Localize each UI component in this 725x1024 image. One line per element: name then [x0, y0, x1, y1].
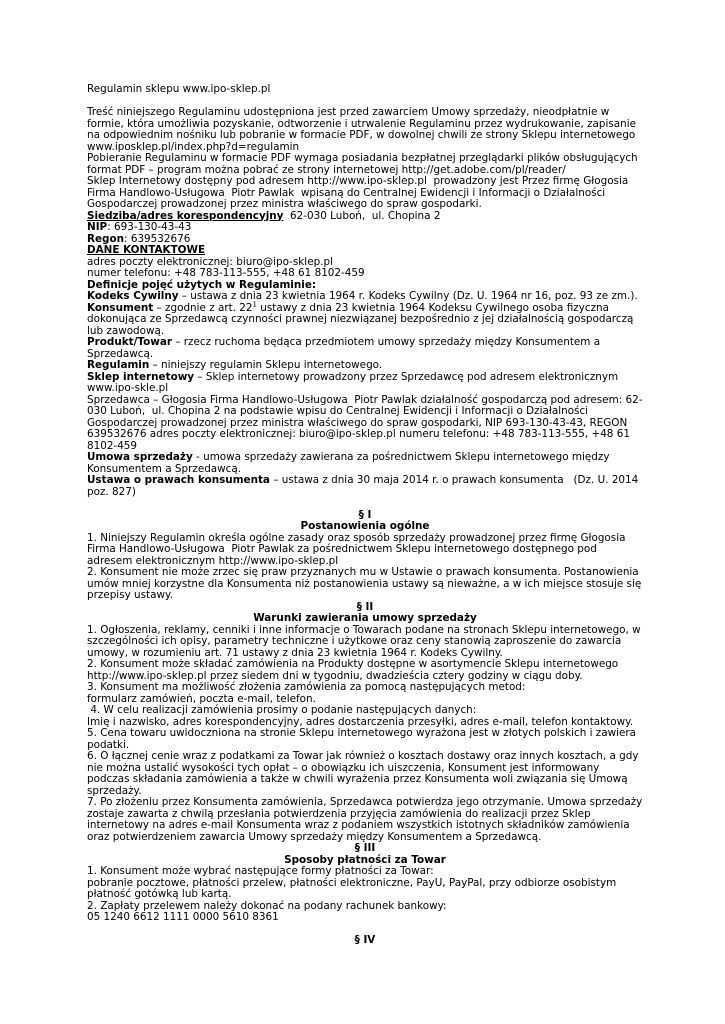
- section-paragraph: 6. O łącznej cenie wraz z podatkami za Towar jak również o kosztach dostawy oraz innych kosztach, a gdy nie można ustalić wysokości tych opłat – o obowiązku ich uiszczenia, Konsument jest informowany podczas składania zamówienia a także w chwili wyrażenia przez Konsumenta woli związania się Umową sprzedaży.: [87, 750, 642, 797]
- section-paragraph: 05 1240 6612 1111 0000 5610 8361: [87, 911, 279, 923]
- section-heading: Warunki zawierania umowy sprzedaży: [253, 612, 477, 624]
- section-mark: § IV: [354, 934, 376, 946]
- regulamin-document: [87, 83, 646, 947]
- definition-konsument: Konsument – zgodnie z art. $22^1$ ustawy z dnia 23 kwietnia 1964 Kodeksu Cywilnego osoba fizyczna dokonująca ze Sprzedawcą czynności prawnej niezwiązanej bezpośrednio z jej działalnością gospodarczą lub zawodową.: [87, 300, 637, 337]
- definition-sprzedawca: Sprzedawca – Głogosia Firma Handlowo-Usługowa Piotr Pawlak działalność gospodarczą pod adresem: 62-030 Luboń, ul. Chopina 2 na podstawie wpisu do Centralnej Ewidencji i Informacji o Działalności Gospodarczej prowadzonej przez ministra właściwego do spraw gospodarki, NIP 693-130-43-43, REGON 639532676 adres poczty elektronicznej: biuro@ipo-sklep.pl numeru telefonu: +48 783-113-555, +48 61 8102-459: [87, 393, 643, 452]
- section-paragraph: 2. Konsument może składać zamówienia na Produkty dostępne w asortymencie Sklepu internetowego http://www.ipo-sklep.pl przez siedem dni w tygodniu, dwadzieścia cztery godziny w ciągu doby.: [87, 658, 622, 682]
- section-paragraph: 2. Konsument nie może zrzec się praw przyznanych mu w Ustawie o prawach konsumenta. Postanowienia umów mniej korzystne dla Konsumenta niż postanowienia ustawy są nieważne, a w ich miejsce stosuje się przepisy ustawy.: [87, 566, 645, 601]
- document-title: Regulamin sklepu www.ipo-sklep.pl: [87, 83, 271, 95]
- contact-heading: DANE KONTAKTOWE: [87, 244, 206, 256]
- section-heading: Postanowienia ogólne: [300, 520, 430, 532]
- section-paragraph: 2. Zapłaty przelewem należy dokonać na podany rachunek bankowy:: [87, 899, 447, 912]
- section-mark: § II: [356, 600, 374, 613]
- section-paragraph: 5. Cena towaru uwidoczniona na stronie Sklepu internetowego wyrażona jest w złotych polskich i zawiera podatki.: [87, 727, 640, 751]
- email-line: adres poczty elektronicznej: biuro@ipo-sklep.pl: [87, 255, 333, 268]
- section-mark: § III: [354, 842, 376, 854]
- definitions-heading: Definicje pojęć użytych w Regulaminie:: [87, 278, 317, 291]
- intro-paragraph: Sklep Internetowy dostępny pod adresem http://www.ipo-sklep.pl prowadzony jest Przez firmę Głogosia Firma Handlowo-Usługowa Piotr Pawlak wpisaną do Centralnej Ewidencji i Informacji o Działalności Gospodarczej prowadzonej przez ministra właściwego do spraw gospodarki.: [87, 175, 632, 210]
- definition-umowa: Umowa sprzedaży - umowa sprzedaży zawierana za pośrednictwem Sklepu internetowego między Konsumentem a Sprzedawcą.: [87, 451, 613, 475]
- section-paragraph: 1. Niniejszy Regulamin określa ogólne zasady oraz sposób sprzedaży prowadzonej przez firmę Głogosia Firma Handlowo-Usługowa Piotr Pawlak za pośrednictwem Sklepu internetowego dostępnego pod adresem elektronicznym http://www.ipo-sklep.pl: [87, 531, 629, 567]
- seat-value: 62-030 Luboń, ul. Chopina 2: [283, 209, 441, 222]
- definition-kodeks: Kodeks Cywilny – ustawa z dnia 23 kwietnia 1964 r. Kodeks Cywilny (Dz. U. 1964 nr 16, poz. 93 ze zm.).: [87, 290, 638, 302]
- definition-sklep: Sklep internetowy – Sklep internetowy prowadzony przez Sprzedawcę pod adresem elektronicznym www.ipo-skle.pl: [87, 370, 622, 394]
- section-paragraph: pobranie pocztowe, płatności przelew, płatności elektroniczne, PayU, PayPal, przy odbiorze osobistym płatność gotówką lub kartą.: [87, 876, 620, 900]
- section-mark: § I: [358, 508, 372, 521]
- nip-value: : 693-130-43-43: [107, 221, 192, 233]
- phone-line: numer telefonu: +48 783-113-555, +48 61 8102-459: [87, 267, 365, 279]
- regon-value: : 639532676: [124, 232, 191, 245]
- intro-paragraph: Pobieranie Regulaminu w formacie PDF wymaga posiadania bezpłatnej przeglądarki plików obsługujących format PDF – program można pobrać ze strony internetowej http://get.adobe.com/pl/reader/: [87, 152, 641, 176]
- section-paragraph: formularz zamówień, poczta e-mail, telefon.: [87, 692, 316, 705]
- section-paragraph: 7. Po złożeniu przez Konsumenta zamówienia, Sprzedawca potwierdza jego otrzymanie. Umowa sprzedaży zostaje zawarta z chwilą przesłania potwierdzenia przyjęcia zamówienia do realizacji przez Sklep internetowy na adres e-mail Konsumenta wraz z podaniem wszystkich istotnych składników zamówienia oraz potwierdzeniem zawarcia Umowy sprzedaży między Konsumentem a Sprzedawcą.: [87, 796, 646, 843]
- section-paragraph: 1. Ogłoszenia, reklamy, cenniki i inne informacje o Towarach podane na stronach Sklepu internetowego, w szczególności ich opisy, parametry techniczne i użytkowe oraz ceny stanowią zaproszenie do zawarcia umowy, w rozumieniu art. 71 ustawy z dnia 23 kwietnia 1964 r. Kodeks Cywilny.: [87, 623, 644, 659]
- regon-label: Regon: [87, 232, 125, 245]
- section-paragraph: 3. Konsument ma możliwość złożenia zamówienia za pomocą następujących metod:: [87, 681, 526, 693]
- section-paragraph: 4. W celu realizacji zamówienia prosimy o podanie następujących danych:: [87, 704, 477, 716]
- seat-label: Siedziba/adres korespondencyjny: [87, 209, 284, 222]
- nip-label: NIP: [87, 221, 108, 233]
- section-paragraph: 1. Konsument może wybrać następujące formy płatności za Towar:: [87, 865, 434, 877]
- intro-paragraph: Treść niniejszego Regulaminu udostępniona jest przed zawarciem Umowy sprzedaży, nieodpłatnie w formie, która umożliwia pozyskanie, odtworzenie i utrwalenie Regulaminu przez wydrukowanie, zapisanie na odpowiednim nośniku lub pobranie w formacie PDF, w dowolnej chwili ze strony Sklepu internetowego www.iposklep.pl/index.php?d=regulamin: [87, 106, 640, 153]
- section-paragraph: Imię i nazwisko, adres korespondencyjny, adres dostarczenia przesyłki, adres e-mail, telefon kontaktowy.: [87, 715, 634, 728]
- definition-ustawa: Ustawa o prawach konsumenta – ustawa z dnia 30 maja 2014 r. o prawach konsumenta (Dz. U. 2014 poz. 827): [87, 474, 642, 498]
- definition-regulamin: Regulamin – niniejszy regulamin Sklepu internetowego.: [87, 359, 383, 371]
- section-heading: Sposoby płatności za Towar: [284, 853, 446, 866]
- definition-produkt: Produkt/Towar – rzecz ruchoma będąca przedmiotem umowy sprzedaży między Konsumentem a Sprzedawcą.: [87, 336, 604, 360]
